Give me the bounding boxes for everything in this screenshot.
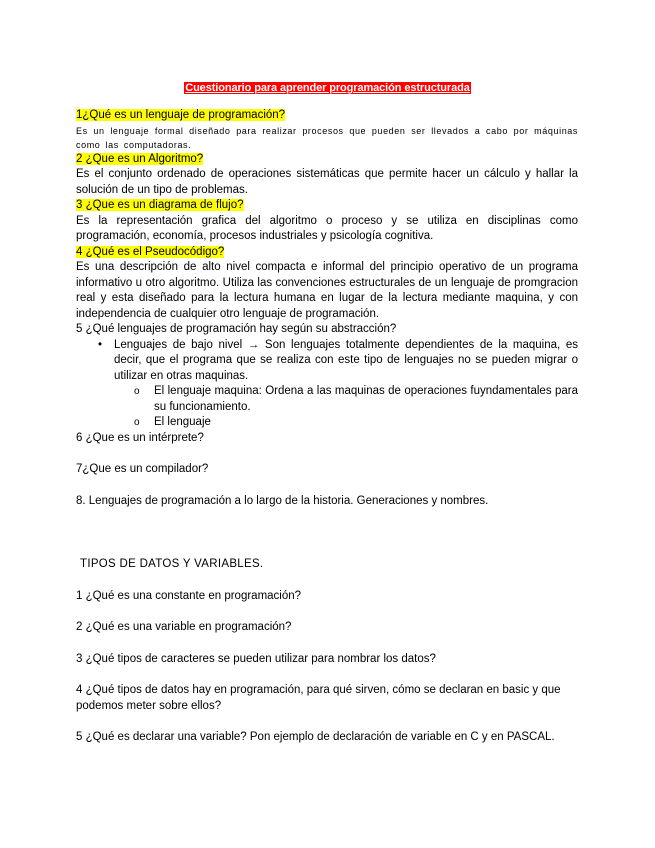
answer-2: Es el conjunto ordenado de operaciones sistemáticas que permite hacer un cálculo y hallar la solución de un tipo de problemas.: [76, 168, 578, 196]
bullet-icon: •: [98, 338, 103, 351]
question-1-text: 1¿Qué es un lenguaje de programación?: [76, 109, 286, 121]
list-item: [98, 338, 578, 431]
question-2: [76, 152, 578, 168]
question-5: 5 ¿Qué lenguajes de programación hay según su abstracción?: [76, 323, 397, 335]
bullet-text: Lenguajes de bajo nivel → Son lenguajes totalmente dependientes de la maquina, es decir, que el programa que se realiza con este tipo de lenguajes no se pueden migrar o utilizar en otras maquinas.: [114, 338, 578, 382]
section2-question-4: 4 ¿Qué tipos de datos hay en programación, para qué sirven, cómo se declaran en basic y que podemos meter sobre ellos?: [76, 684, 561, 712]
section2-question-1: 1 ¿Qué es una constante en programación?: [76, 589, 302, 602]
bullet-list: [76, 338, 578, 431]
question-1: [76, 108, 578, 124]
sub-item-text: El lenguaje maquina: Ordena a las maquinas de operaciones fuyndamentales para su funcionamiento.: [154, 385, 578, 413]
title-container: [0, 78, 655, 96]
question-8: 8. Lenguajes de programación a lo largo de la historia. Generaciones y nombres.: [76, 494, 489, 507]
answer-4: Es una descripción de alto nivel compacta e informal del principio operativo de un programa informativo u otro algoritmo. Utiliza las convenciones estructurales de un lenguaje de promgracion real y esta diseñado para la lectura humana en lugar de la lectura mediante maquina, y con independencia de cualquier otro lenguaje de programación.: [76, 261, 578, 320]
question-6: 6 ¿Que es un intérprete?: [76, 431, 204, 444]
answer-1: Es un lenguaje formal diseñado para realizar procesos que pueden ser llevados a cabo por máquinas como las computadoras.: [76, 125, 578, 150]
list-item: [134, 415, 578, 431]
sub-list: [114, 384, 578, 431]
question-2-text: 2 ¿Que es un Algoritmo?: [76, 152, 204, 165]
circle-bullet-icon: o: [134, 386, 140, 397]
document-title: Cuestionario para aprender programación estructurada: [185, 82, 470, 94]
section2-question-5: 5 ¿Qué es declarar una variable? Pon ejemplo de declaración de variable en C y en PASCAL.: [76, 731, 555, 743]
question-7: 7¿Que es un compilador?: [76, 463, 209, 475]
circle-bullet-icon: o: [134, 417, 140, 428]
question-4-text: 4 ¿Qué es el Pseudocódigo?: [76, 245, 225, 258]
section2-question-2: 2 ¿Qué es una variable en programación?: [76, 621, 292, 633]
answer-3: Es la representación grafica del algoritmo o proceso y se utiliza en disciplinas como programación, economía, procesos industriales y psicología cognitiva.: [76, 214, 578, 242]
question-3-text: 3 ¿Que es un diagrama de flujo?: [76, 199, 244, 211]
section-title: TIPOS DE DATOS Y VARIABLES.: [80, 558, 264, 570]
list-item: [134, 384, 578, 415]
document-body: [76, 108, 578, 746]
section2-question-3: 3 ¿Qué tipos de caracteres se pueden utilizar para nombrar los datos?: [76, 652, 436, 665]
question-3: [76, 198, 578, 214]
sub-item-text: El lenguaje: [154, 416, 211, 428]
question-4: [76, 245, 578, 261]
